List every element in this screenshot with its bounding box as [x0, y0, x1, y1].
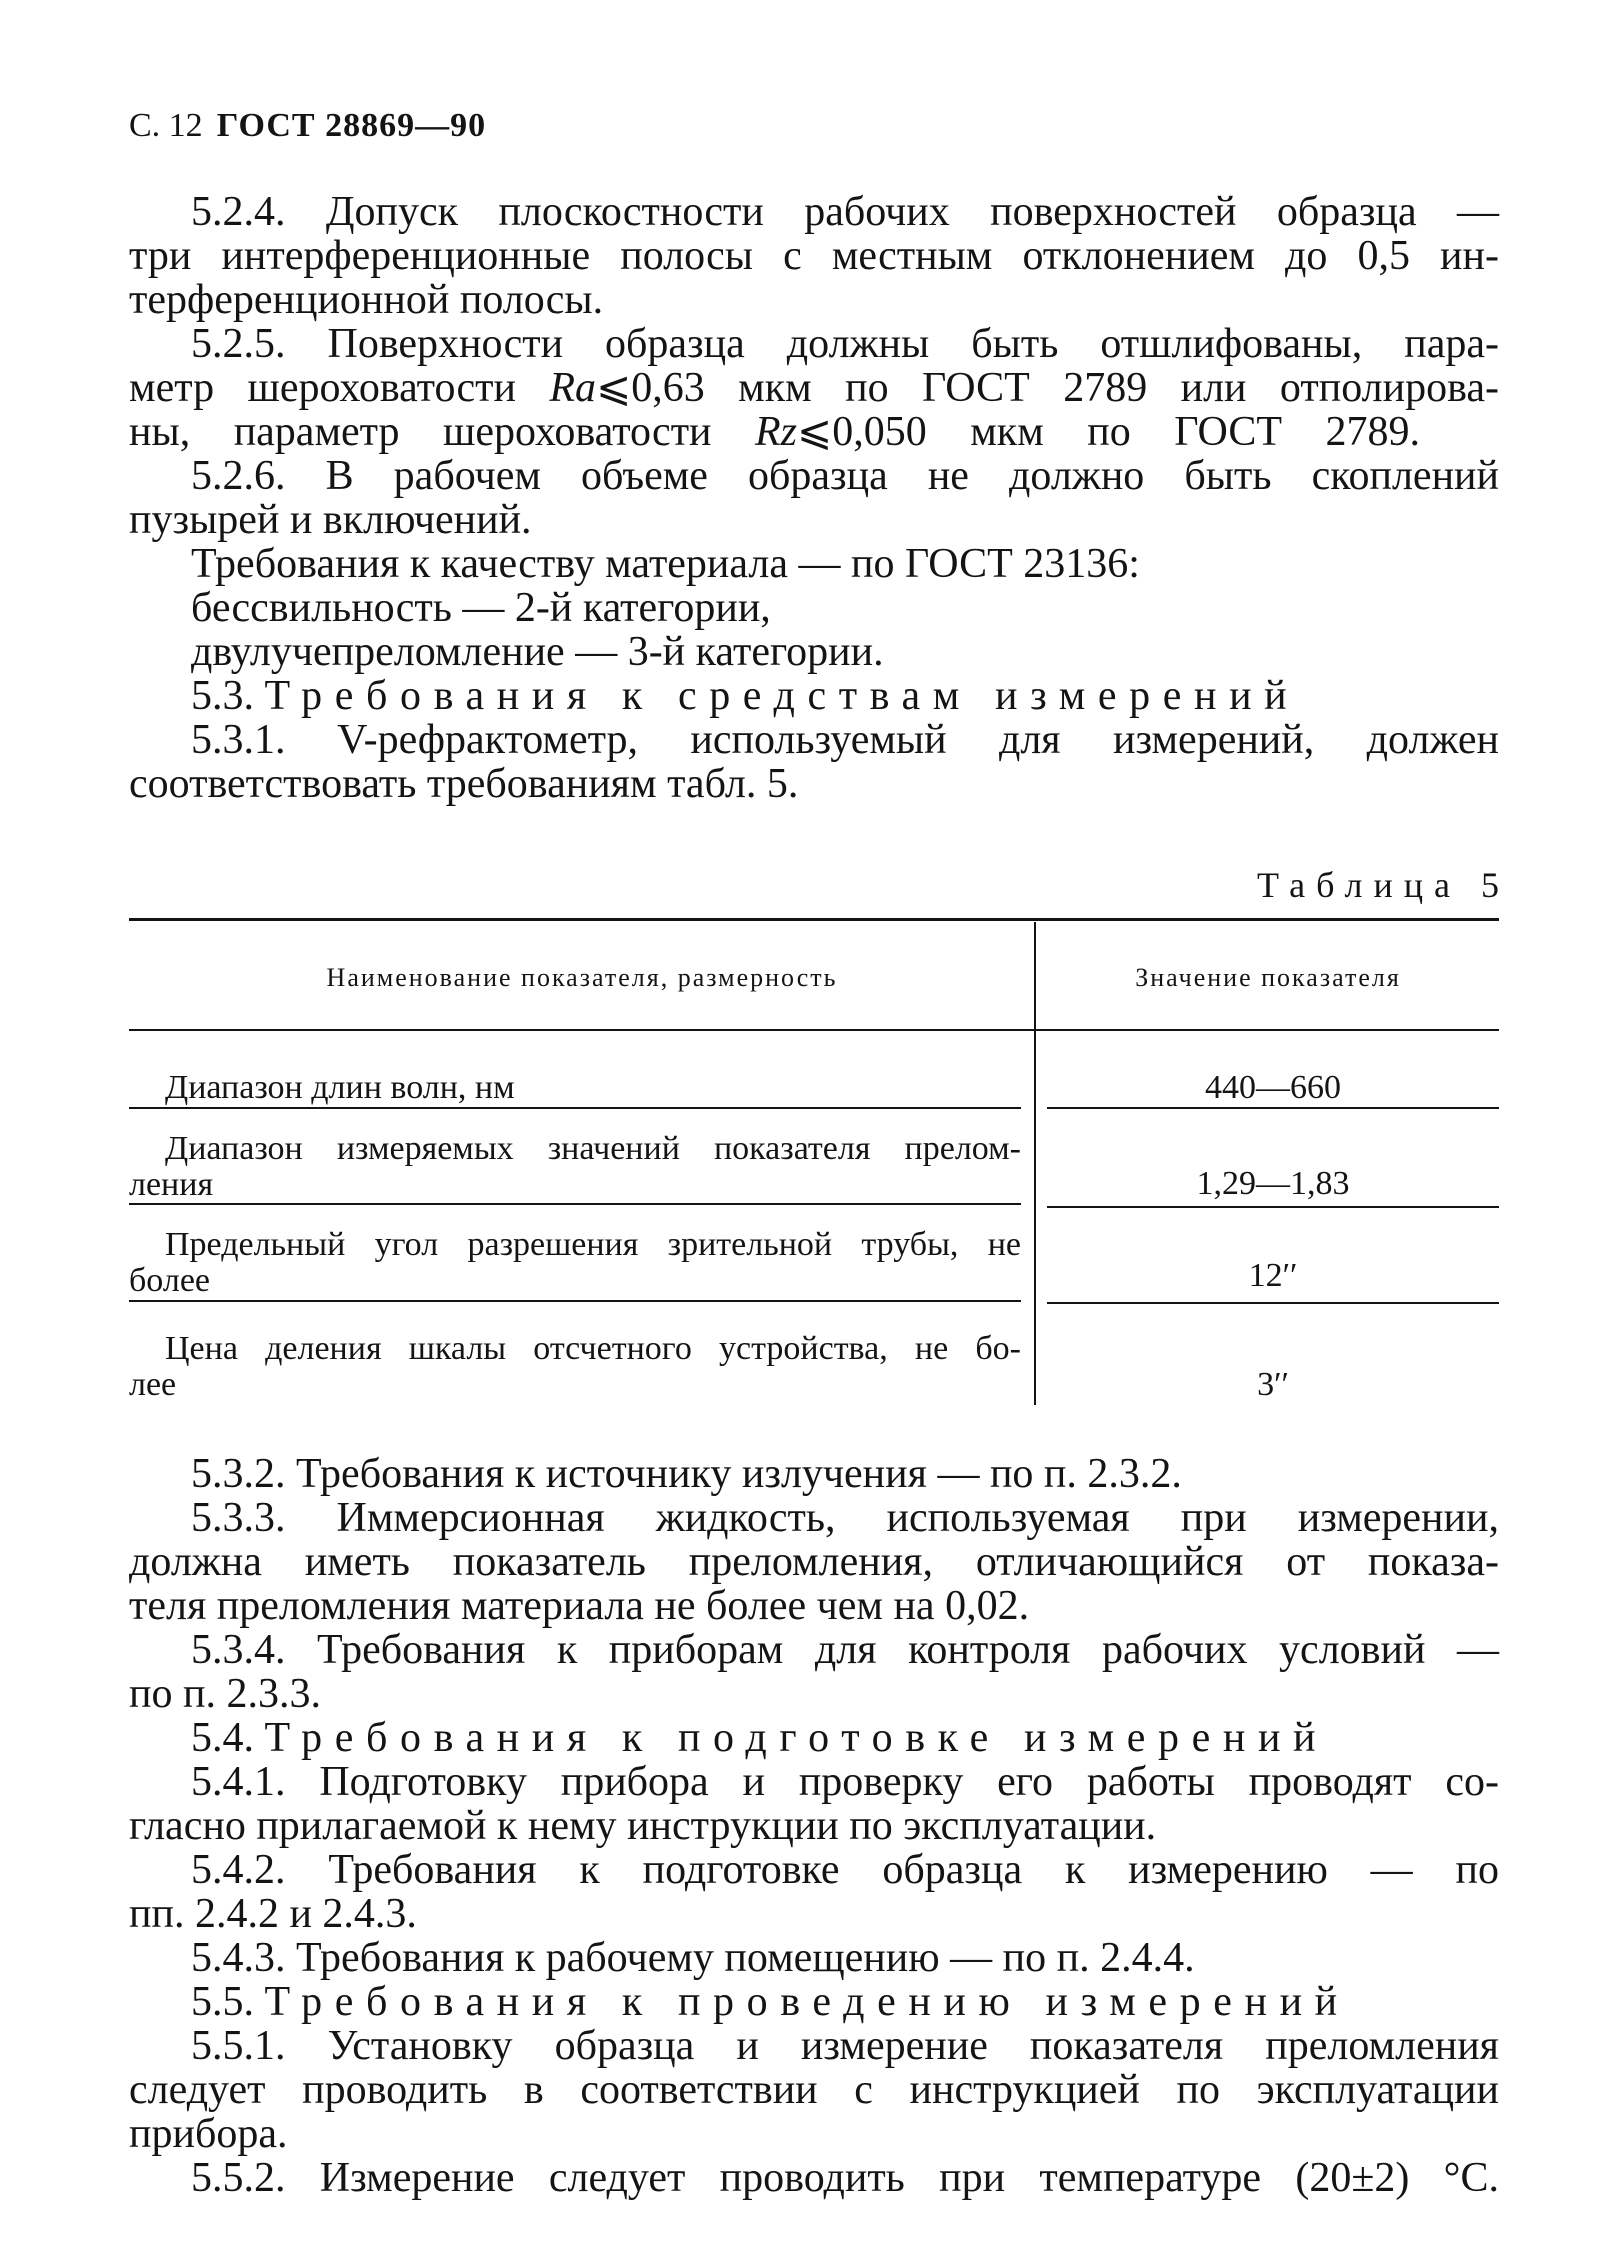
section-number: 5.4.	[191, 1715, 265, 1761]
paragraph-line: 5.2.4. Допуск плоскостности рабочих поверхностей образца —	[191, 189, 1499, 235]
table-row-rule	[129, 1300, 1021, 1302]
table-caption: Таблица 5	[1257, 865, 1510, 905]
paragraph-line: гласно прилагаемой к нему инструкции по эксплуатации.	[129, 1803, 1157, 1849]
table-row-name	[129, 1070, 1021, 1106]
paragraph-line: Требования к качеству материала — по ГОСТ 23136:	[191, 541, 1140, 587]
paragraph-line: 5.3.2. Требования к источнику излучения — по п. 2.3.2.	[191, 1451, 1182, 1497]
table-row-value: 440—660	[1205, 1069, 1341, 1106]
section-title: Требования к средствам измерений	[264, 673, 1300, 719]
paragraph-line: 5.4.3. Требования к рабочему помещению — по п. 2.4.4.	[191, 1935, 1195, 1981]
section-heading	[129, 1716, 1499, 1760]
standard-number: ГОСТ 28869—90	[216, 107, 487, 144]
table-row-rule	[129, 1203, 1021, 1205]
paragraph-line: соответствовать требованиям табл. 5.	[129, 761, 799, 807]
paragraph-line: пузырей и включений.	[129, 497, 532, 543]
paragraph-line: пп. 2.4.2 и 2.4.3.	[129, 1891, 417, 1937]
table-cell-line: Диапазон длин волн, нм	[165, 1069, 515, 1106]
text-block-top	[129, 190, 1499, 806]
roughness-symbol: Ra	[549, 365, 597, 411]
paragraph-line: терференционной полосы.	[129, 277, 604, 323]
table-row-rule	[1047, 1206, 1499, 1208]
table-row-value: 3′′	[1257, 1366, 1289, 1403]
paragraph-line: 5.2.6. В рабочем объеме образца не должно быть скоплений	[191, 453, 1499, 499]
section-number: 5.5.	[191, 1979, 265, 2025]
page-header	[129, 104, 486, 148]
paragraph-line: следует проводить в соответствии с инструкцией по эксплуатации	[129, 2067, 1499, 2113]
paragraph-line	[129, 410, 1420, 454]
paragraph-line: 5.3.1. V-рефрактометр, используемый для измерений, должен	[191, 717, 1499, 763]
paragraph-line: 5.2.5. Поверхности образца должны быть отшлифованы, пара-	[191, 321, 1499, 367]
table-row-rule	[129, 1107, 1021, 1109]
paragraph-line: 5.5.1. Установку образца и измерение показателя преломления	[191, 2023, 1499, 2069]
section-title: Требования к подготовке измерений	[264, 1715, 1329, 1761]
text-segment: метр шероховатости	[129, 365, 550, 411]
table-row-name	[129, 1227, 1021, 1299]
table-column-divider	[1034, 922, 1036, 1405]
table-cell-line: более	[129, 1262, 210, 1299]
section-number: 5.3.	[191, 673, 265, 719]
page-number: С. 12	[129, 107, 203, 144]
text-segment: ⩽0,050 мкм по ГОСТ 2789.	[797, 409, 1420, 455]
paragraph-line: три интерференционные полосы с местным отклонением до 0,5 ин-	[129, 233, 1499, 279]
paragraph-line: 5.5.2. Измерение следует проводить при температуре (20±2) °C.	[191, 2155, 1499, 2201]
paragraph-line: 5.4.1. Подготовку прибора и проверку его работы проводят со-	[191, 1759, 1499, 1805]
section-heading	[129, 1980, 1499, 2024]
table-cell-line: Цена деления шкалы отсчетного устройства, не бо-	[165, 1330, 1021, 1367]
paragraph-line: бессвильность — 2-й категории,	[191, 585, 771, 631]
section-heading	[129, 674, 1499, 718]
table-header-cell: Значение показателя	[1135, 963, 1401, 992]
table-cell-line: Предельный угол разрешения зрительной трубы, не	[165, 1226, 1021, 1263]
table-row-value: 1,29—1,83	[1196, 1165, 1350, 1202]
paragraph-line: двулучепреломление — 3-й категории.	[191, 629, 884, 675]
paragraph-line: 5.3.4. Требования к приборам для контроля рабочих условий —	[191, 1627, 1499, 1673]
table-cell-line: Диапазон измеряемых значений показателя прелом-	[165, 1130, 1021, 1167]
paragraph-line: должна иметь показатель преломления, отличающийся от показа-	[129, 1539, 1499, 1585]
table-row-name	[129, 1331, 1021, 1403]
table-row-rule	[1047, 1107, 1499, 1109]
section-title: Требования к проведению измерений	[264, 1979, 1350, 2025]
roughness-symbol: Rz	[755, 409, 798, 455]
paragraph-line: прибора.	[129, 2111, 288, 2157]
text-segment: ны, параметр шероховатости	[129, 409, 756, 455]
paragraph-line: по п. 2.3.3.	[129, 1671, 321, 1717]
table-header-rule	[129, 1029, 1499, 1031]
table-row-name	[129, 1131, 1021, 1203]
table-cell-line: лее	[129, 1366, 177, 1403]
paragraph-line: 5.4.2. Требования к подготовке образца к измерению — по	[191, 1847, 1499, 1893]
text-block-bottom	[129, 1452, 1499, 2200]
table-top-rule	[129, 918, 1499, 921]
paragraph-line: 5.3.3. Иммерсионная жидкость, используемая при измерении,	[191, 1495, 1499, 1541]
table-row-value: 12′′	[1248, 1257, 1298, 1294]
paragraph-line: теля преломления материала не более чем на 0,02.	[129, 1583, 1030, 1629]
text-segment: ⩽0,63 мкм по ГОСТ 2789 или отполирова-	[596, 365, 1499, 411]
paragraph-line	[129, 366, 1499, 410]
table-row-rule	[1047, 1302, 1499, 1304]
table-cell-line: ления	[129, 1166, 214, 1203]
table-header-cell: Наименование показателя, размерность	[326, 963, 838, 992]
